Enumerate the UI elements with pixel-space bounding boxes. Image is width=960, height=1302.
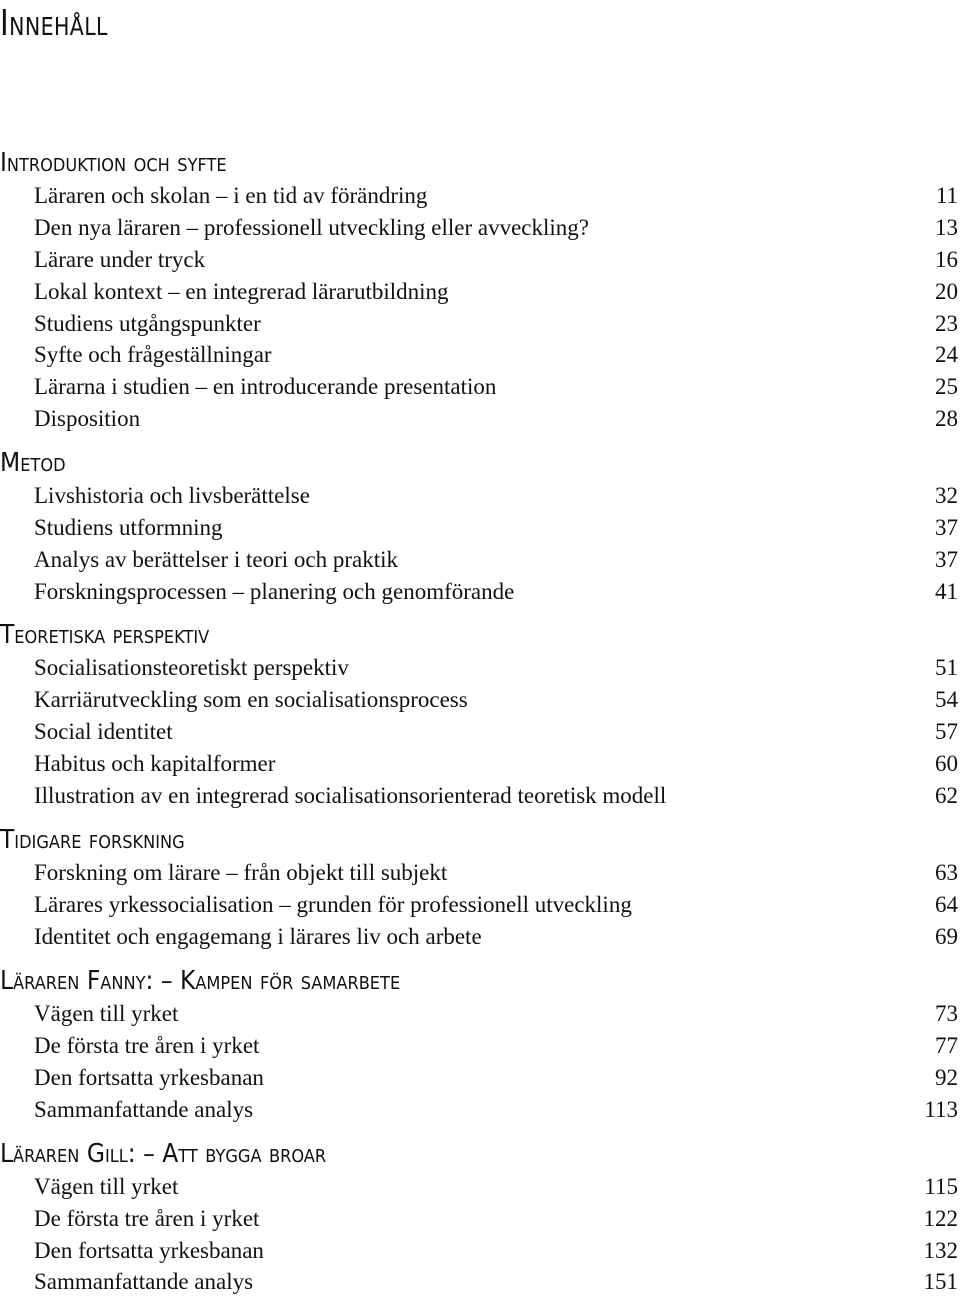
toc-entry-page: 62 [935,783,958,808]
toc-entry-label: Identitet och engagemang i lärares liv och arbete [34,924,482,949]
toc-entry[interactable] [34,1267,960,1297]
toc-entry-label: Syfte och frågeställningar [34,342,272,367]
toc-entry-page: 54 [935,687,958,712]
section-heading-teoretiska-perspektiv: Teoretiska perspektiv [0,620,210,650]
toc-entry-page: 13 [935,215,958,240]
toc-entry[interactable] [34,858,960,888]
toc-entry-label: Den nya läraren – professionell utveckling eller avveckling? [34,215,589,240]
toc-entry[interactable] [34,781,960,811]
toc-entry-page: 69 [935,924,958,949]
toc-entry-label: De första tre åren i yrket [34,1033,260,1058]
toc-entry-page: 113 [924,1097,958,1122]
toc-entry-page: 151 [923,1269,958,1294]
section-heading-metod: Metod [0,448,66,478]
toc-entry-page: 132 [923,1238,958,1263]
toc-entry-label: Illustration av en integrerad socialisationsorienterad teoretisk modell [34,783,667,808]
toc-entry-label: Forskningsprocessen – planering och genomförande [34,579,515,604]
toc-entry-page: 122 [923,1206,958,1231]
toc-entry[interactable] [34,245,960,275]
toc-entry[interactable] [34,340,960,370]
toc-entry-page: 28 [935,406,958,431]
toc-entry[interactable] [34,1236,960,1266]
toc-entry[interactable] [34,309,960,339]
toc-entry[interactable] [34,513,960,543]
page-title: Innehåll [0,3,108,44]
toc-entry[interactable] [34,1063,960,1093]
toc-entry-page: 63 [935,860,958,885]
toc-entry-label: Forskning om lärare – från objekt till subjekt [34,860,448,885]
toc-entry-label: Habitus och kapitalformer [34,751,276,776]
toc-entry-label: Lärares yrkessocialisation – grunden för professionell utveckling [34,892,632,917]
toc-entry[interactable] [34,213,960,243]
toc-entry[interactable] [34,717,960,747]
toc-entry[interactable] [34,481,960,511]
toc-entry-page: 57 [935,719,958,744]
toc-entry-page: 16 [935,247,958,272]
toc-entry-label: Vägen till yrket [34,1001,179,1026]
toc-entry-page: 11 [935,183,958,208]
toc-entry-label: Social identitet [34,719,173,744]
toc-entry-label: Vägen till yrket [34,1174,179,1199]
section-heading-tidigare-forskning: Tidigare forskning [0,825,185,855]
section-heading-introduktion: Introduktion och syfte [0,148,227,178]
toc-entry-label: Lärare under tryck [34,247,206,272]
section-heading-lararen-fanny: Läraren Fanny: – Kampen för samarbete [0,966,401,996]
toc-entry-label: Livshistoria och livsberättelse [34,483,310,508]
toc-entry[interactable] [34,181,960,211]
section-heading-lararen-gill: Läraren Gill: – Att bygga broar [0,1139,327,1169]
toc-entry-label: Läraren och skolan – i en tid av förändring [34,183,428,208]
toc-entry[interactable] [34,372,960,402]
toc-entry[interactable] [34,999,960,1029]
toc-entry-page: 92 [935,1065,958,1090]
toc-entry-label: Den fortsatta yrkesbanan [34,1065,264,1090]
toc-entry-label: Sammanfattande analys [34,1269,254,1294]
toc-entry-label: Den fortsatta yrkesbanan [34,1238,264,1263]
toc-entry[interactable] [34,653,960,683]
toc-entry[interactable] [34,1031,960,1061]
toc-entry-page: 25 [935,374,958,399]
toc-entry-label: Lokal kontext – en integrerad lärarutbildning [34,279,449,304]
toc-entry-page: 23 [935,311,958,336]
toc-entry[interactable] [34,277,960,307]
toc-entry-page: 32 [935,483,958,508]
toc-entry[interactable] [34,1172,960,1202]
toc-entry-label: Disposition [34,406,141,431]
toc-entry-page: 41 [935,579,958,604]
toc-entry-page: 64 [935,892,958,917]
toc-entry-page: 77 [935,1033,958,1058]
toc-entry-label: Lärarna i studien – en introducerande presentation [34,374,497,399]
toc-entry-label: De första tre åren i yrket [34,1206,260,1231]
toc-entry-page: 51 [935,655,958,680]
toc-entry-page: 37 [935,515,958,540]
toc-entry[interactable] [34,922,960,952]
toc-entry[interactable] [34,685,960,715]
toc-entry[interactable] [34,545,960,575]
toc-entry-label: Studiens utgångspunkter [34,311,261,336]
toc-entry[interactable] [34,890,960,920]
toc-entry[interactable] [34,577,960,607]
toc-entry-page: 60 [935,751,958,776]
toc-entry-page: 115 [924,1174,958,1199]
toc-entry[interactable] [34,1095,960,1125]
toc-entry-label: Sammanfattande analys [34,1097,254,1122]
toc-entry-label: Karriärutveckling som en socialisationsprocess [34,687,468,712]
toc-entry-label: Socialisationsteoretiskt perspektiv [34,655,349,680]
toc-entry[interactable] [34,749,960,779]
toc-entry[interactable] [34,1204,960,1234]
toc-entry[interactable] [34,404,960,434]
toc-entry-label: Analys av berättelser i teori och praktik [34,547,399,572]
toc-entry-page: 37 [935,547,958,572]
toc-entry-label: Studiens utformning [34,515,223,540]
toc-entry-page: 20 [935,279,958,304]
toc-entry-page: 73 [935,1001,958,1026]
toc-entry-page: 24 [935,342,958,367]
